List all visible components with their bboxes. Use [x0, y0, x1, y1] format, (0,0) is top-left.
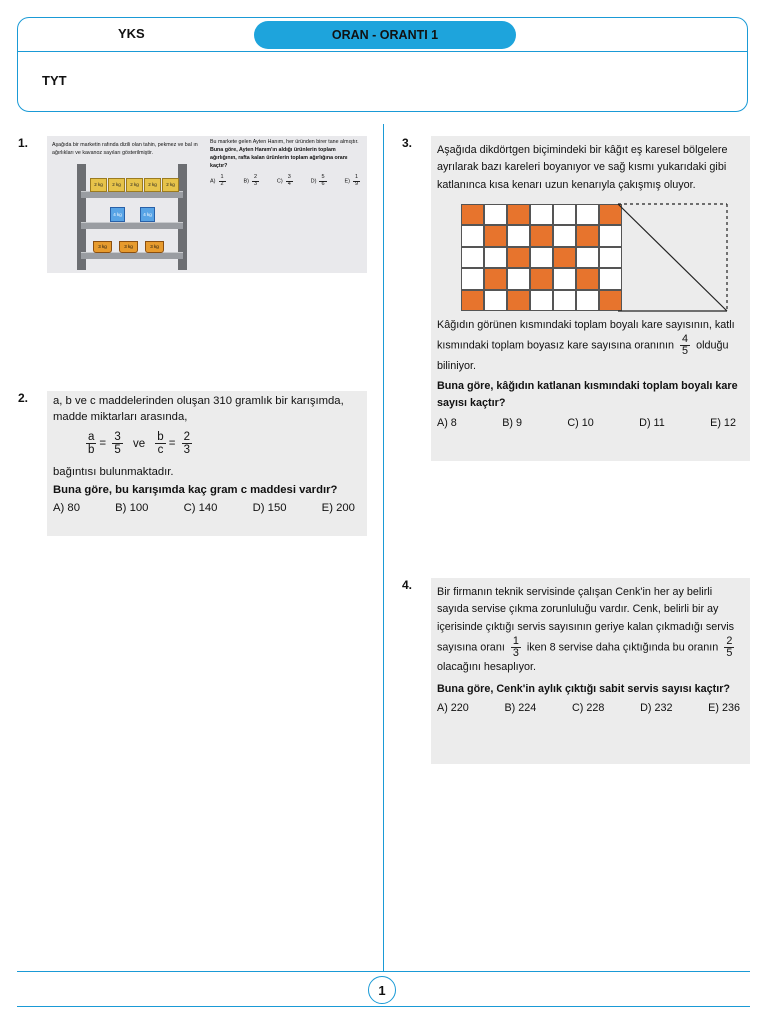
box-icon: 4 kg	[110, 207, 125, 222]
q3-text: Kâğıdın görünen kısmındaki toplam boyalı kare sayısının, katlı kısmındaki toplam boyasız kare sayısına oranının $\frac{4}{5}$ olduğu biliniyor.	[437, 318, 735, 372]
q2-choices	[53, 502, 361, 514]
q2-choice[interactable]: D) 150	[252, 502, 287, 515]
footer-line	[17, 1006, 750, 1007]
box-icon: 4 kg	[140, 207, 155, 222]
question-4-card	[431, 578, 750, 764]
q3-prompt: Buna göre, kâğıdın katlanan kısmındaki toplam boyalı kare sayısı kaçtır?	[437, 379, 738, 410]
q4-text: Bir firmanın teknik servisinde çalışan Cenk'in her ay belirli sayıda servise çıkma zorunluluğu vardır. Cenk, belirli bir ay içerisinde çıktığı servis sayısının geriye kalan çıkmadığı servis sayısına oranı $\frac{1}{3}$ iken 8 servise daha çıktığında bu oranın $\frac{2}{5}$ olacağını hesaplıyor.	[437, 586, 735, 674]
q2-choice[interactable]: E) 200	[321, 502, 355, 515]
q2-choice[interactable]: A) 80	[53, 502, 81, 515]
q2-line3: bağıntısı bulunmaktadır.	[53, 466, 174, 479]
q1-choice[interactable]: B) $\frac{2}{3}$	[243, 173, 258, 187]
question-1-number: 1.	[18, 136, 29, 150]
q3-choice[interactable]: A) 8	[437, 416, 457, 429]
question-3-card	[431, 136, 750, 461]
header-divider	[18, 51, 747, 52]
q2-choice[interactable]: B) 100	[115, 502, 149, 515]
q1-left-text: Aşağıda bir marketin rafında dizili olan tahin, pekmez ve bal ın ağırlıkları ve kavanoz sayıları gösterilmiştir.	[52, 142, 198, 156]
q2-line1: a, b ve c maddelerinden oluşan 310 gramlık bir karışımda,	[53, 395, 344, 407]
column-divider	[383, 124, 384, 972]
q4-choices	[437, 702, 744, 714]
q4-choice[interactable]: C) 228	[571, 701, 605, 714]
header-box	[17, 17, 748, 112]
basket-icon: 3 kg	[145, 241, 164, 253]
fold-diagram	[457, 202, 750, 313]
page-number: 1	[368, 976, 396, 1004]
jar-icon: 2 kg	[144, 178, 161, 192]
basket-icon: 3 kg	[93, 241, 112, 253]
q3-intro: Aşağıda dikdörtgen biçimindeki bir kâğıt eş karesel bölgelere ayrılarak bazı kareleri boyanıyor ve sağ kısmı yukarıdaki gibi katlanınca kısa kenarı uzun kenarıyla çakışmış oluyor.	[437, 144, 728, 191]
q1-choice[interactable]: D) $\frac{5}{6}$	[310, 173, 325, 187]
q4-choice[interactable]: E) 236	[708, 701, 740, 714]
jar-icon: 2 kg	[126, 178, 143, 192]
basket-icon: 3 kg	[119, 241, 138, 253]
page-title: ORAN - ORANTI 1	[331, 28, 439, 42]
q3-choices	[437, 417, 744, 429]
title-pill	[254, 21, 516, 49]
shelf-plank	[81, 222, 183, 229]
paper-figure	[457, 202, 744, 313]
jar-icon: 2 kg	[108, 178, 125, 192]
exam-label: YKS	[118, 26, 145, 41]
footer-line	[17, 971, 750, 972]
q1-choice[interactable]: A) $\frac{1}{2}$	[210, 173, 224, 187]
q3-choice[interactable]: C) 10	[567, 416, 594, 429]
q3-choice[interactable]: D) 11	[639, 416, 665, 429]
question-2-number: 2.	[18, 391, 29, 405]
q2-prompt: Buna göre, bu karışımda kaç gram c maddesi vardır?	[53, 484, 338, 497]
question-3-number: 3.	[402, 136, 413, 150]
q1-choice[interactable]: C) $\frac{3}{4}$	[276, 173, 291, 187]
shelf-illustration	[77, 164, 187, 270]
q4-choice[interactable]: D) 232	[640, 701, 673, 714]
q3-choice[interactable]: E) 12	[710, 416, 736, 429]
q1-choice[interactable]: E) $\frac{1}{9}$	[344, 173, 358, 187]
q4-prompt: Buna göre, Cenk'in aylık çıktığı sabit servis sayısı kaçtır?	[437, 682, 731, 695]
q1-intro: Bu markete gelen Ayten Hanım, her üründen birer tane almıştır.	[210, 139, 359, 145]
q3-choice[interactable]: B) 9	[502, 416, 522, 429]
q1-prompt: Buna göre, Ayten Hanım'ın aldığı ürünlerin toplam ağırlığının, rafta kalan ürünlerin toplam ağırlığına oranı kaçtır?	[210, 146, 348, 169]
jar-icon: 2 kg	[90, 178, 107, 192]
q4-choice[interactable]: A) 220	[437, 701, 469, 714]
jar-icon: 2 kg	[162, 178, 179, 192]
q2-choice[interactable]: C) 140	[183, 502, 218, 515]
question-2-card	[47, 391, 367, 536]
shelf-plank	[81, 252, 183, 259]
question-1-card	[47, 136, 367, 273]
q1-right-text	[210, 139, 363, 187]
q3-fraction: $\frac{4}{5}$	[682, 333, 689, 358]
shelf-plank	[81, 191, 183, 198]
q4-choice[interactable]: B) 224	[504, 701, 537, 714]
subtitle-label: TYT	[42, 73, 67, 88]
q2-equation: $\frac{a}{b}$ = $\frac{3}{5}$ ve $\frac{b}{c}$ = $\frac{2}{3}$	[88, 431, 191, 457]
question-4-number: 4.	[402, 578, 413, 592]
q2-line2: madde miktarları arasında,	[53, 411, 188, 423]
q1-choices	[210, 175, 363, 188]
